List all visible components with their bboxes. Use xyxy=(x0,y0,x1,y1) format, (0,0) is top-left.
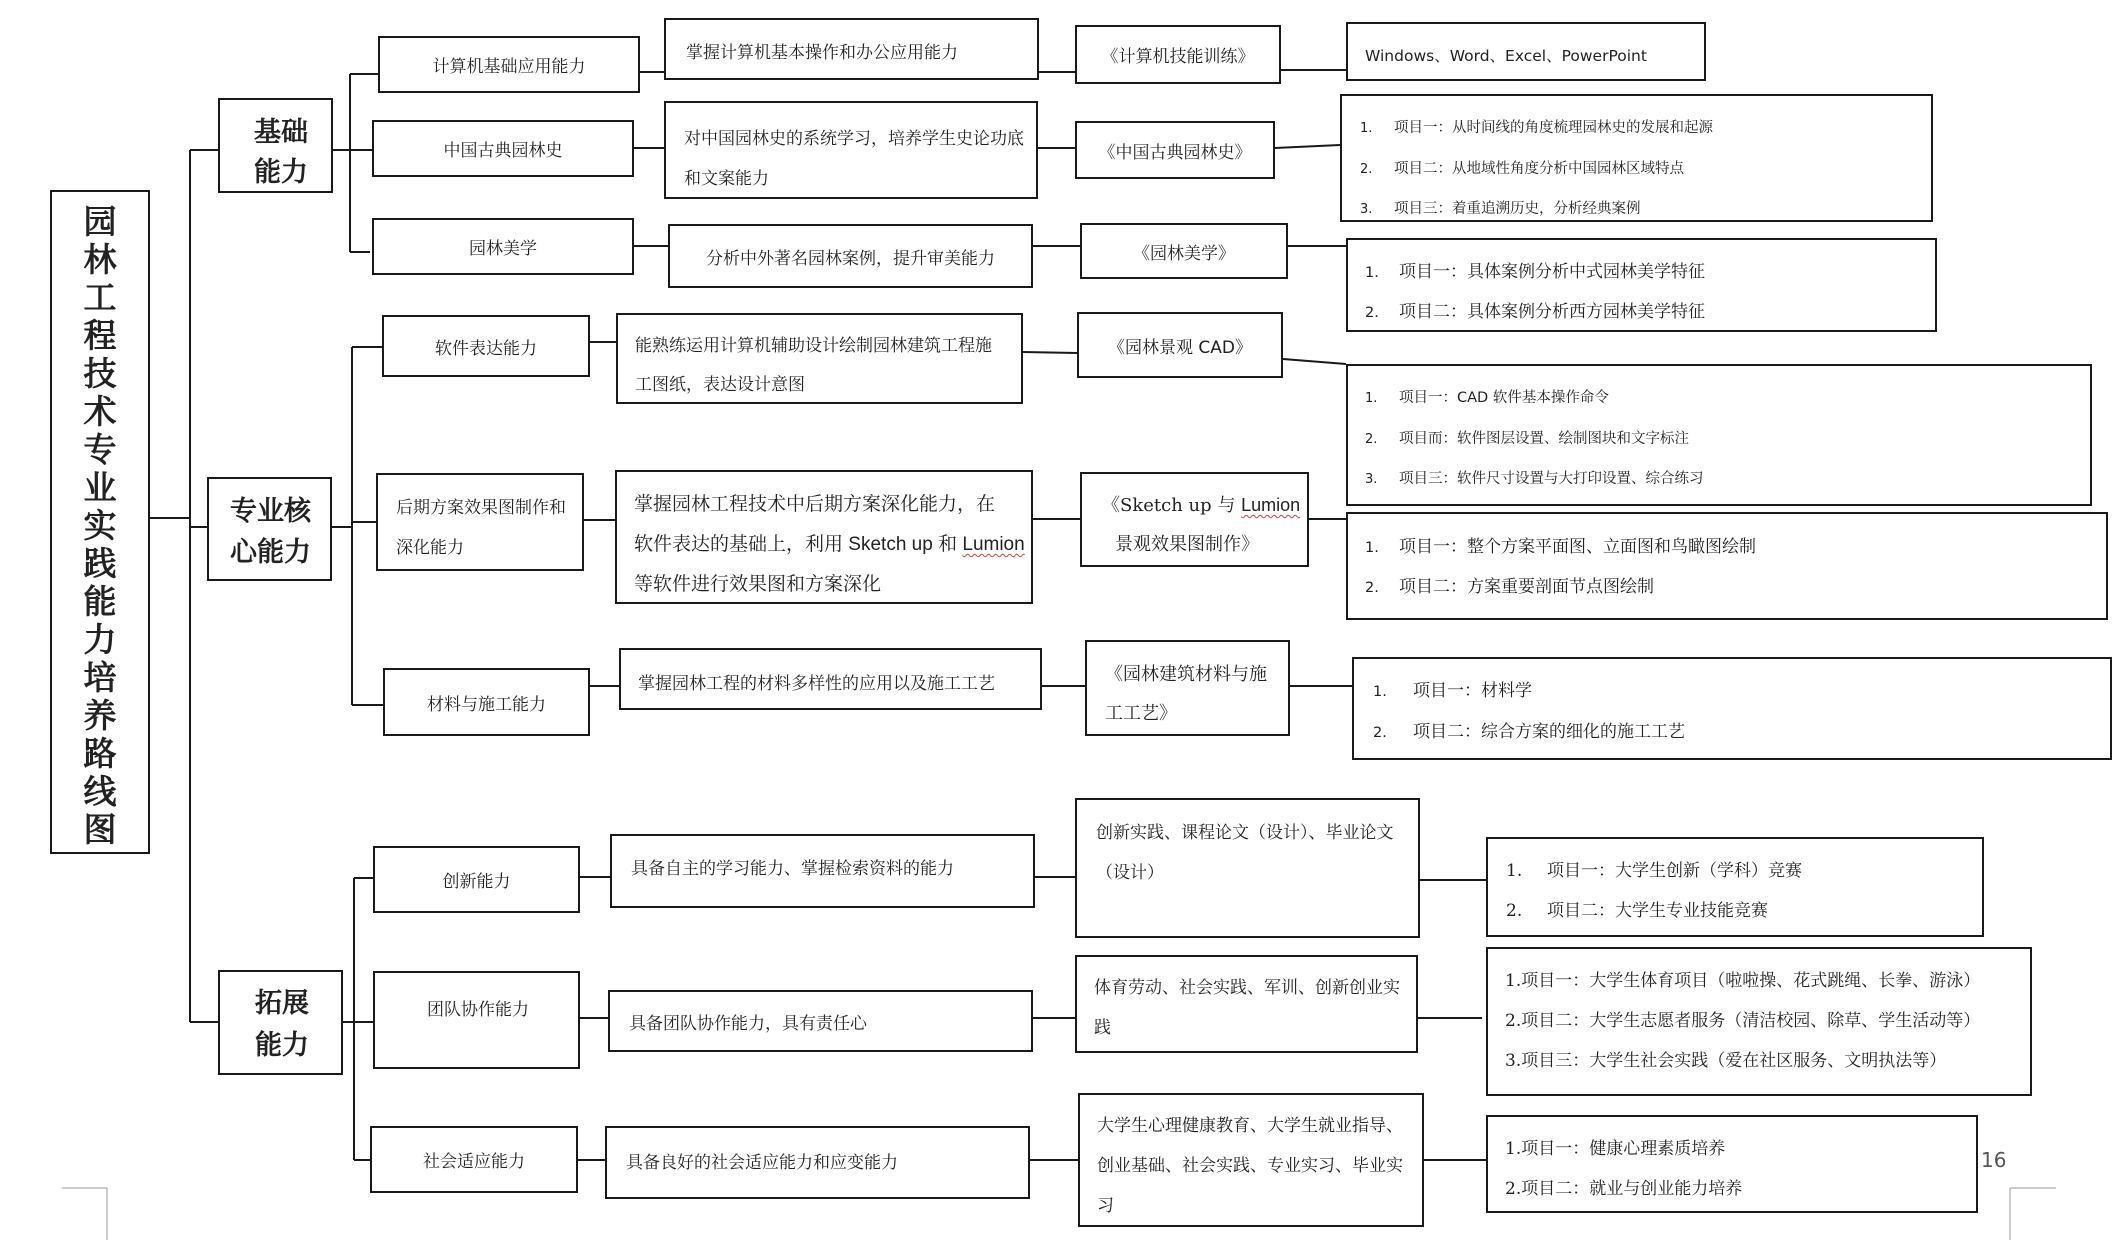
ability-teamwork xyxy=(373,971,580,1069)
title-char: 园 xyxy=(83,202,117,241)
project-num: 1. xyxy=(1365,265,1379,281)
desc-social-adaptation xyxy=(605,1126,1030,1199)
course-teamwork xyxy=(1075,955,1418,1053)
project-num: 3. xyxy=(1505,1051,1522,1071)
project-text: 项目二：方案重要剖面节点图绘制 xyxy=(1399,577,1654,597)
project-garden-history xyxy=(1340,94,1933,222)
desc-text: 具备良好的社会适应能力和应变能力 xyxy=(626,1153,898,1173)
project-item xyxy=(1360,157,1684,178)
category-basic-line: 基础 xyxy=(254,117,308,148)
project-item xyxy=(1505,1134,1725,1159)
desc-text: 对中国园林史的系统学习，培养学生史论功底 xyxy=(684,129,1024,149)
project-num: 1. xyxy=(1506,861,1523,881)
project-item xyxy=(1373,676,1532,701)
ability-materials xyxy=(383,668,590,736)
project-num: 2. xyxy=(1505,1011,1522,1031)
desc-teamwork xyxy=(608,990,1033,1052)
project-text: 项目二：从地域性角度分析中国园林区域特点 xyxy=(1394,161,1684,177)
desc-text-mixed-line xyxy=(634,529,1025,556)
project-num: 2. xyxy=(1365,305,1379,321)
course-title: 大学生心理健康教育、大学生就业指导、 xyxy=(1097,1116,1403,1136)
course-title: 《中国古典园林史》 xyxy=(1098,142,1252,163)
category-basic-line: 能力 xyxy=(254,157,308,188)
project-teamwork xyxy=(1486,947,2032,1096)
ability-label: 社会适应能力 xyxy=(423,1152,525,1172)
course-title: 《园林景观 CAD》 xyxy=(1108,337,1252,358)
course-innovation xyxy=(1075,798,1420,938)
project-text: 项目一：健康心理素质培养 xyxy=(1521,1139,1726,1159)
project-num: 3. xyxy=(1365,472,1378,487)
project-text: 项目二：综合方案的细化的施工工艺 xyxy=(1413,722,1685,742)
desc-garden-aesthetics xyxy=(668,224,1033,288)
ability-garden-aesthetics xyxy=(372,218,634,275)
project-materials xyxy=(1352,657,2112,760)
project-text: 项目一：具体案例分析中式园林美学特征 xyxy=(1399,262,1705,282)
desc-software-name: Lumion xyxy=(962,534,1025,555)
project-text: 项目一：整个方案平面图、立面图和鸟瞰图绘制 xyxy=(1399,537,1756,557)
course-software-name: Lumion xyxy=(1241,495,1301,515)
project-text: 项目三：着重追溯历史，分析经典案例 xyxy=(1394,201,1641,217)
desc-text: 掌握园林工程的材料多样性的应用以及施工工艺 xyxy=(638,674,995,694)
title-char: 业 xyxy=(83,468,117,507)
project-num: 1. xyxy=(1365,391,1378,406)
category-basic xyxy=(218,98,333,193)
course-title: 习 xyxy=(1097,1196,1114,1216)
desc-innovation xyxy=(610,834,1035,908)
course-garden-aesthetics xyxy=(1080,223,1288,279)
project-item xyxy=(1365,532,1756,557)
title-char: 实 xyxy=(83,506,117,545)
title-char: 工 xyxy=(83,278,117,317)
title-char: 路 xyxy=(83,734,117,773)
title-char: 养 xyxy=(83,696,117,735)
project-text: 项目二：就业与创业能力培养 xyxy=(1521,1179,1743,1199)
project-num: 1. xyxy=(1365,540,1379,556)
course-title: 《园林建筑材料与施 xyxy=(1105,664,1267,685)
project-num: 3. xyxy=(1360,202,1373,217)
project-item xyxy=(1505,1006,1980,1031)
desc-computer xyxy=(664,18,1039,80)
title-char: 践 xyxy=(83,544,117,583)
course-title: 工工艺》 xyxy=(1105,703,1177,724)
title-char: 专 xyxy=(83,430,117,469)
category-core-line: 专业核 xyxy=(230,496,311,527)
project-item xyxy=(1365,257,1705,282)
project-item xyxy=(1365,297,1705,322)
diagram-title xyxy=(50,190,150,854)
category-core-line: 心能力 xyxy=(230,537,311,568)
project-social-adaptation xyxy=(1486,1115,1978,1213)
ability-label: 中国古典园林史 xyxy=(443,141,563,161)
title-char: 线 xyxy=(83,772,117,811)
project-aesthetics xyxy=(1346,238,1937,332)
desc-text: 具备自主的学习能力、掌握检索资料的能力 xyxy=(631,859,954,879)
project-text: 项目三：软件尺寸设置与大打印设置、综合练习 xyxy=(1399,471,1704,487)
project-num: 1. xyxy=(1373,684,1387,700)
project-num: 2. xyxy=(1365,432,1378,447)
course-garden-history xyxy=(1075,121,1275,179)
project-item xyxy=(1505,1174,1742,1199)
course-title: 体育劳动、社会实践、军训、创新创业实 xyxy=(1094,978,1400,998)
project-item xyxy=(1365,572,1654,597)
ability-social-adaptation xyxy=(370,1126,578,1193)
project-text: 项目一：大学生体育项目（啦啦操、花式跳绳、长拳、游泳） xyxy=(1521,971,1981,991)
title-char: 林 xyxy=(83,240,117,279)
ability-label: 后期方案效果图制作和 xyxy=(396,498,566,518)
desc-software-name: Sketch up xyxy=(848,534,933,555)
project-num: 2. xyxy=(1505,1179,1522,1199)
desc-rendering xyxy=(615,470,1033,604)
project-text: 项目二：具体案例分析西方园林美学特征 xyxy=(1399,302,1705,322)
title-char: 力 xyxy=(83,620,117,659)
desc-text: 等软件进行效果图和方案深化 xyxy=(634,573,882,595)
project-text: 项目二：大学生志愿者服务（清洁校园、除草、学生活动等） xyxy=(1521,1011,1981,1031)
project-item xyxy=(1365,427,1689,448)
project-text: 项目二：大学生专业技能竞赛 xyxy=(1547,901,1768,921)
desc-garden-history xyxy=(664,101,1038,199)
course-title: 《园林美学》 xyxy=(1133,243,1235,264)
project-num: 2. xyxy=(1365,580,1379,596)
ability-rendering xyxy=(376,473,584,571)
project-text: 项目一：从时间线的角度梳理园林史的发展和起源 xyxy=(1394,120,1713,136)
desc-text: 和文案能力 xyxy=(684,169,769,189)
desc-materials xyxy=(619,648,1042,710)
project-text: 项目三：大学生社会实践（爱在社区服务、文明执法等） xyxy=(1521,1051,1947,1071)
course-title: 《计算机技能训练》 xyxy=(1101,47,1255,67)
ability-label: 深化能力 xyxy=(396,538,464,558)
ability-label: 计算机基础应用能力 xyxy=(432,57,586,77)
desc-text: 和 xyxy=(938,533,958,555)
project-item xyxy=(1365,386,1609,407)
desc-text: 分析中外著名园林案例，提升审美能力 xyxy=(706,248,995,269)
ability-label: 园林美学 xyxy=(469,239,537,259)
ability-innovation xyxy=(373,846,580,913)
page-number: 16 xyxy=(1981,1148,2007,1172)
title-char: 能 xyxy=(83,582,117,621)
course-title: 创新实践、课程论文（设计）、毕业论文 xyxy=(1096,823,1394,843)
project-item xyxy=(1360,197,1641,218)
category-extend xyxy=(218,970,343,1075)
course-title: 践 xyxy=(1094,1018,1111,1038)
project-item xyxy=(1505,966,1980,991)
project-item xyxy=(1373,717,1685,742)
course-title-line xyxy=(1102,491,1300,517)
desc-text: 能熟练运用计算机辅助设计绘制园林建筑工程施 xyxy=(635,336,992,356)
project-text: 项目一：大学生创新（学科）竞赛 xyxy=(1547,861,1802,881)
project-num: 2. xyxy=(1360,162,1373,177)
project-item xyxy=(1506,896,1768,921)
ability-computer xyxy=(378,36,640,93)
course-title: （设计） xyxy=(1096,863,1164,883)
course-sketchup-lumion xyxy=(1080,472,1309,567)
category-extend-line: 拓展 xyxy=(255,988,309,1019)
project-cad xyxy=(1346,364,2092,506)
title-char: 培 xyxy=(83,658,117,697)
project-num: 1. xyxy=(1505,1139,1522,1159)
ability-label: 创新能力 xyxy=(442,872,511,892)
ability-label: 材料与施工能力 xyxy=(427,694,546,715)
course-cad xyxy=(1077,312,1283,378)
project-text: Windows、Word、Excel、PowerPoint xyxy=(1365,47,1647,65)
project-rendering xyxy=(1346,512,2108,620)
project-item xyxy=(1506,856,1802,881)
course-title: 创业基础、社会实践、专业实习、毕业实 xyxy=(1097,1156,1403,1176)
category-extend-line: 能力 xyxy=(255,1030,309,1061)
ability-label: 软件表达能力 xyxy=(435,338,537,359)
ability-software xyxy=(382,315,590,377)
course-construction xyxy=(1085,640,1290,736)
project-text: 项目一：CAD 软件基本操作命令 xyxy=(1399,390,1609,406)
project-office-software xyxy=(1346,22,1706,81)
project-text: 项目一：材料学 xyxy=(1413,681,1532,701)
ability-label: 团队协作能力 xyxy=(427,1000,529,1020)
desc-text: 工图纸，表达设计意图 xyxy=(635,375,805,395)
desc-software xyxy=(616,313,1023,404)
project-num: 2. xyxy=(1506,901,1523,921)
project-item xyxy=(1360,116,1713,137)
title-char: 图 xyxy=(83,810,117,849)
title-char: 技 xyxy=(83,354,117,393)
category-core xyxy=(207,477,332,581)
title-char: 术 xyxy=(83,392,117,431)
course-computer-skills xyxy=(1075,25,1281,84)
project-num: 2. xyxy=(1373,725,1387,741)
project-item xyxy=(1505,1046,1946,1071)
desc-text: 软件表达的基础上，利用 xyxy=(634,533,844,555)
project-num: 1. xyxy=(1360,121,1373,136)
title-char: 程 xyxy=(83,316,117,355)
desc-text: 掌握计算机基本操作和办公应用能力 xyxy=(686,43,958,63)
desc-text: 掌握园林工程技术中后期方案深化能力，在 xyxy=(634,493,996,515)
course-title: 景观效果图制作》 xyxy=(1115,534,1259,555)
course-title: 《Sketch up 与 xyxy=(1102,495,1236,516)
project-text: 项目而：软件图层设置、绘制图块和文字标注 xyxy=(1399,431,1689,447)
project-innovation xyxy=(1486,837,1984,937)
ability-garden-history xyxy=(372,120,634,177)
project-item xyxy=(1365,467,1704,488)
project-num: 1. xyxy=(1505,971,1522,991)
course-social-adaptation xyxy=(1078,1093,1424,1227)
desc-text: 具备团队协作能力，具有责任心 xyxy=(629,1014,867,1034)
